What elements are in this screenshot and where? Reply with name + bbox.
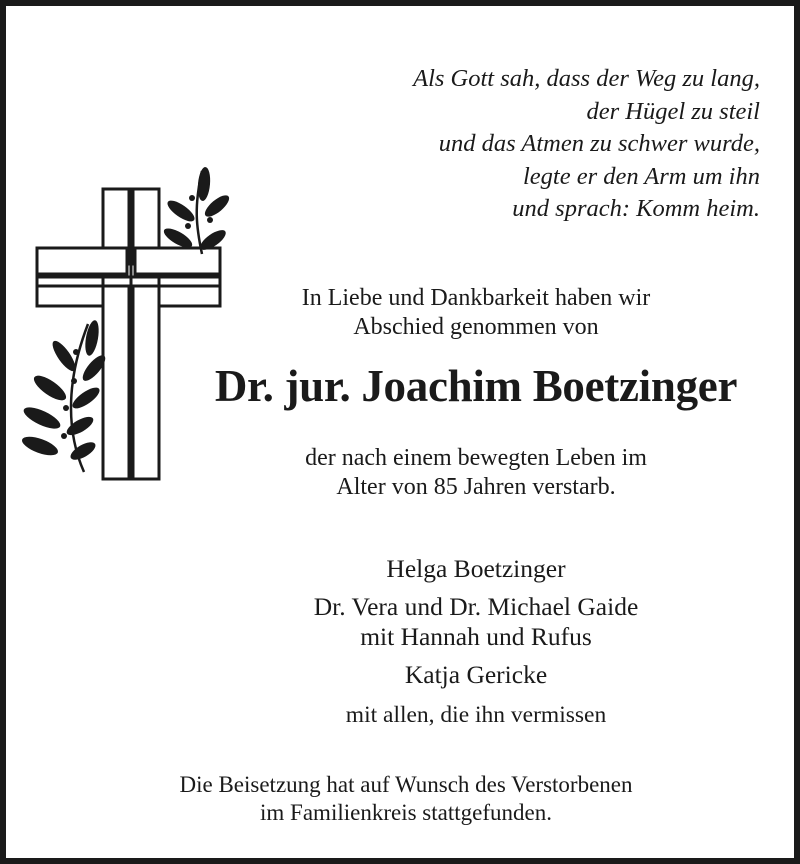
poem-line: Als Gott sah, dass der Weg zu lang,	[413, 65, 760, 92]
mourner-name: Helga Boetzinger	[386, 554, 566, 583]
poem-line: der Hügel zu steil	[586, 97, 760, 125]
mourner-name: mit Hannah und Rufus	[360, 622, 592, 651]
funeral-line: Die Beisetzung hat auf Wunsch des Verstorbenen	[179, 772, 633, 797]
intro-line: Abschied genommen von	[353, 314, 599, 340]
intro-line: In Liebe und Dankbarkeit haben wir	[301, 285, 651, 311]
mourner-name: Katja Gericke	[404, 660, 548, 689]
description-line: Alter von 85 Jahren verstarb.	[336, 474, 616, 500]
funeral-note	[66, 771, 746, 827]
mourners	[216, 554, 736, 730]
funeral-line: im Familienkreis stattgefunden.	[260, 800, 552, 825]
poem	[413, 63, 760, 226]
deceased-description	[236, 444, 716, 502]
intro-text	[236, 284, 716, 342]
olive-branch-icon	[161, 167, 232, 254]
mourner-name: Dr. Vera und Dr. Michael Gaide	[313, 592, 639, 621]
poem-line: legte er den Arm um ihn	[522, 162, 760, 190]
cross-icon	[6, 6, 266, 496]
poem-line: und sprach: Komm heim.	[512, 195, 760, 222]
olive-branch-icon	[20, 319, 109, 472]
mourners-closing: mit allen, die ihn vermissen	[345, 702, 607, 728]
poem-line: und das Atmen zu schwer wurde,	[438, 130, 760, 157]
deceased-name: Dr. jur. Joachim Boetzinger	[214, 361, 738, 411]
description-line: der nach einem bewegten Leben im	[305, 445, 647, 471]
